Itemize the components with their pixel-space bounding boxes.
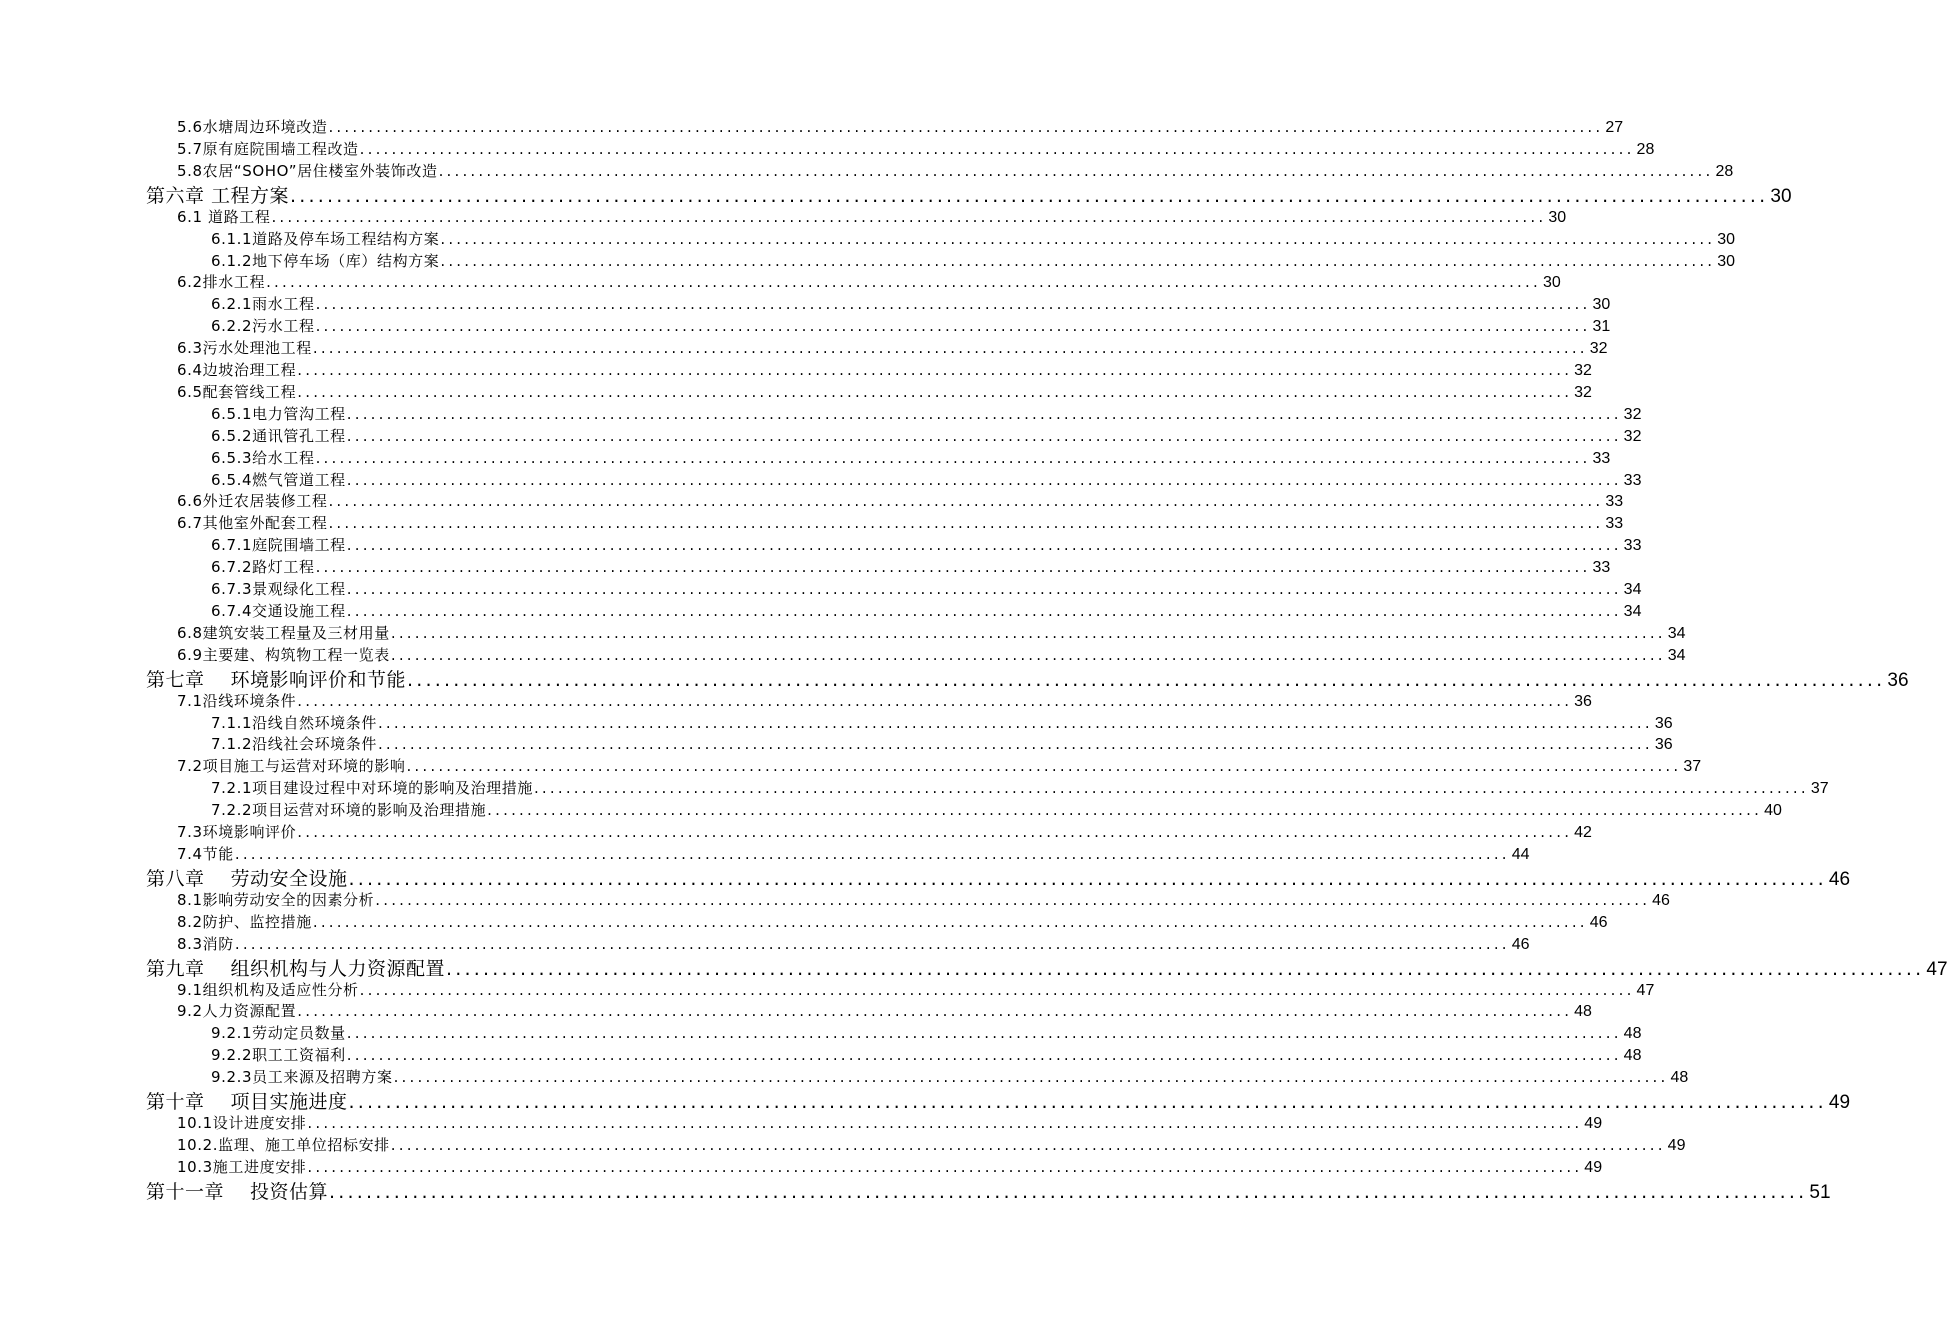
toc-entry-title: 7.2.1项目建设过程中对环境的影响及治理措施 [211, 779, 533, 798]
toc-chapter-entry[interactable] [146, 867, 1851, 890]
toc-entry[interactable] [177, 1113, 1603, 1133]
toc-page-number: 30 [1542, 274, 1561, 292]
toc-leader-dots: ................................................................................................................................................................ [348, 1091, 1827, 1113]
toc-entry[interactable] [211, 1067, 1689, 1087]
toc-page-number: 49 [1828, 1092, 1851, 1113]
toc-leader-dots: ................................................................................................................................................................ [297, 361, 1573, 379]
toc-page-number: 32 [1623, 427, 1642, 445]
toc-page-number: 48 [1623, 1047, 1642, 1065]
toc-page-number: 49 [1667, 1136, 1686, 1154]
toc-entry[interactable] [211, 229, 1736, 249]
toc-entry-title: 7.2.2项目运营对环境的影响及治理措施 [211, 801, 487, 820]
toc-leader-dots: ................................................................................................................................................................ [346, 1024, 1622, 1043]
toc-entry-title: 6.2.1雨水工程 [211, 295, 315, 314]
toc-entry[interactable] [177, 161, 1734, 181]
toc-leader-dots: ................................................................................................................................................................ [271, 207, 1547, 226]
toc-entry-title: 6.2.2污水工程 [211, 317, 315, 336]
toc-leader-dots: ................................................................................................................................................................ [390, 645, 1666, 664]
toc-entry[interactable] [177, 360, 1592, 380]
toc-entry[interactable] [211, 426, 1642, 446]
toc-entry-title: 8.3消防 [177, 934, 234, 953]
toc-entry-title: 6.5.2通讯管孔工程 [211, 426, 346, 445]
toc-entry-title: 7.1.1沿线自然环境条件 [211, 713, 377, 732]
toc-entry-title: 6.5.4燃气管道工程 [211, 470, 346, 489]
toc-entry-title: 9.2.1劳动定员数量 [211, 1024, 346, 1043]
toc-page-number: 37 [1810, 780, 1829, 798]
toc-leader-dots: ................................................................................................................................................................ [533, 779, 1809, 798]
toc-leader-dots: ................................................................................................................................................................ [393, 1068, 1669, 1087]
toc-page-number: 30 [1717, 230, 1736, 248]
toc-leader-dots: ................................................................................................................................................................ [390, 623, 1666, 642]
toc-page-number: 42 [1574, 824, 1592, 841]
toc-entry[interactable] [211, 601, 1642, 621]
toc-entry-title: 6.3污水处理池工程 [177, 339, 312, 358]
toc-leader-dots: ................................................................................................................................................................ [315, 317, 1591, 336]
toc-entry[interactable] [177, 980, 1655, 1000]
toc-page-number: 33 [1623, 471, 1642, 489]
toc-entry[interactable] [211, 294, 1611, 314]
toc-entry[interactable] [177, 1135, 1686, 1155]
toc-entry-title: 7.4节能 [177, 844, 234, 863]
toc-page-number: 46 [1589, 913, 1608, 931]
toc-entry[interactable] [211, 800, 1782, 820]
toc-leader-dots: ................................................................................................................................................................ [346, 470, 1622, 489]
toc-entry-title: 第十一章 投资估算 [146, 1180, 329, 1203]
toc-entry[interactable] [211, 579, 1642, 599]
toc-entry-title: 5.8农居“SOHO”居住楼室外装饰改造 [177, 161, 438, 180]
toc-entry-title: 6.1.2地下停车场（库）结构方案 [211, 251, 440, 270]
toc-page-number: 32 [1574, 362, 1592, 379]
toc-leader-dots: ................................................................................................................................................................ [234, 934, 1510, 953]
toc-entry-title: 6.6外迁农居装修工程 [177, 492, 328, 511]
toc-leader-dots: ................................................................................................................................................................ [297, 382, 1573, 401]
toc-leader-dots: ................................................................................................................................................................ [234, 844, 1510, 863]
toc-page-number: 36 [1574, 692, 1592, 710]
toc-entry[interactable] [177, 513, 1624, 533]
toc-entry[interactable] [177, 623, 1686, 643]
toc-page-number: 28 [1636, 140, 1655, 158]
toc-page-number: 49 [1584, 1158, 1603, 1176]
toc-entry[interactable] [211, 1023, 1642, 1043]
toc-entry[interactable] [177, 934, 1530, 954]
toc-chapter-entry[interactable] [146, 668, 1909, 691]
toc-entry-title: 9.2.2职工工资福利 [211, 1046, 346, 1065]
toc-entry-title: 6.2排水工程 [177, 273, 266, 292]
toc-leader-dots: ................................................................................................................................................................ [377, 713, 1653, 732]
toc-page-number: 37 [1683, 758, 1702, 776]
toc-page-number: 30 [1717, 252, 1736, 270]
toc-entry-title: 6.7.2路灯工程 [211, 558, 315, 577]
toc-leader-dots: ................................................................................................................................................................ [406, 757, 1682, 776]
toc-entry-title: 6.7.1庭院围墙工程 [211, 536, 346, 555]
toc-page-number: 32 [1623, 405, 1642, 423]
toc-entry-title: 6.9主要建、构筑物工程一览表 [177, 645, 390, 664]
toc-entry[interactable] [211, 316, 1611, 336]
toc-entry-title: 10.1设计进度安排 [177, 1114, 307, 1132]
toc-entry-title: 第六章 工程方案 [146, 184, 290, 207]
toc-entry[interactable] [177, 338, 1608, 358]
toc-entry-title: 10.3施工进度安排 [177, 1157, 307, 1176]
toc-page-number: 32 [1574, 383, 1592, 401]
toc-entry-title: 5.7原有庭院围墙工程改造 [177, 139, 359, 158]
toc-page-number: 46 [1511, 935, 1530, 953]
toc-leader-dots: ................................................................................................................................................................ [446, 957, 1925, 980]
toc-entry[interactable] [211, 448, 1611, 468]
toc-entry-title: 7.2项目施工与运营对环境的影响 [177, 757, 406, 776]
toc-leader-dots: ................................................................................................................................................................ [266, 273, 1541, 292]
toc-page-number: 36 [1887, 669, 1909, 691]
toc-page-number: 34 [1623, 602, 1642, 620]
toc-entry-title: 第八章 劳动安全设施 [146, 867, 348, 890]
toc-entry-title: 9.2.3员工来源及招聘方案 [211, 1068, 393, 1087]
toc-entry[interactable] [177, 491, 1624, 511]
toc-entry[interactable] [177, 822, 1592, 842]
toc-leader-dots: ................................................................................................................................................................ [440, 229, 1716, 248]
toc-entry-title: 8.2防护、监控措施 [177, 912, 312, 931]
toc-entry-title: 6.5.3给水工程 [211, 448, 315, 467]
toc-page-number: 48 [1574, 1003, 1592, 1021]
toc-leader-dots: ................................................................................................................................................................ [359, 980, 1635, 999]
toc-leader-dots: ................................................................................................................................................................ [346, 404, 1622, 423]
toc-page-number: 46 [1828, 868, 1851, 890]
toc-page-number: 36 [1654, 736, 1673, 754]
toc-entry[interactable] [211, 470, 1642, 490]
toc-leader-dots: ................................................................................................................................................................ [297, 823, 1573, 841]
toc-leader-dots: ................................................................................................................................................................ [328, 118, 1604, 136]
toc-entry[interactable] [177, 645, 1686, 665]
toc-leader-dots: ................................................................................................................................................................ [346, 580, 1622, 598]
toc-entry[interactable] [177, 139, 1655, 159]
toc-entry-title: 6.1 道路工程 [177, 207, 271, 226]
toc-chapter-entry[interactable] [146, 1180, 1831, 1203]
toc-page-number: 34 [1667, 624, 1686, 642]
toc-leader-dots: ................................................................................................................................................................ [307, 1114, 1583, 1132]
toc-leader-dots: ................................................................................................................................................................ [315, 558, 1591, 577]
toc-entry-title: 7.1沿线环境条件 [177, 691, 297, 710]
toc-page-number: 44 [1511, 845, 1530, 863]
toc-chapter-entry[interactable] [146, 957, 1948, 980]
toc-leader-dots: ................................................................................................................................................................ [297, 691, 1573, 710]
toc-page-number: 47 [1636, 981, 1655, 999]
toc-leader-dots: ................................................................................................................................................................ [348, 867, 1827, 890]
toc-leader-dots: ................................................................................................................................................................ [312, 339, 1588, 358]
toc-page-number: 33 [1592, 449, 1611, 467]
toc-entry[interactable] [177, 844, 1530, 864]
toc-page-number: 48 [1623, 1025, 1642, 1043]
toc-page-number: 31 [1592, 318, 1611, 336]
toc-page-number: 30 [1548, 208, 1567, 226]
toc-page-number: 33 [1592, 559, 1611, 577]
toc-chapter-entry[interactable] [146, 1091, 1851, 1113]
toc-page-number: 33 [1605, 515, 1624, 533]
toc-page-number: 33 [1605, 493, 1624, 511]
toc-page-number: 32 [1589, 340, 1608, 358]
toc-page-number: 48 [1670, 1069, 1689, 1087]
toc-leader-dots: ................................................................................................................................................................ [359, 139, 1635, 158]
toc-leader-dots: ................................................................................................................................................................ [346, 536, 1622, 555]
toc-entry[interactable] [177, 890, 1670, 910]
toc-page-number: 51 [1809, 1181, 1831, 1203]
toc-entry-title: 6.5.1电力管沟工程 [211, 404, 346, 423]
toc-page-number: 28 [1715, 162, 1734, 180]
toc-leader-dots: ................................................................................................................................................................ [328, 514, 1604, 533]
toc-leader-dots: ................................................................................................................................................................ [307, 1157, 1583, 1176]
toc-entry[interactable] [211, 404, 1642, 424]
toc-leader-dots: ................................................................................................................................................................ [328, 492, 1604, 511]
toc-page-number: 30 [1592, 296, 1611, 314]
toc-leader-dots: ................................................................................................................................................................ [346, 601, 1622, 620]
toc-entry-title: 6.4边坡治理工程 [177, 361, 297, 379]
toc-entry[interactable] [177, 272, 1561, 292]
toc-page-number: 47 [1926, 958, 1948, 980]
toc-leader-dots: ................................................................................................................................................................ [346, 1046, 1622, 1065]
toc-leader-dots: ................................................................................................................................................................ [438, 161, 1714, 180]
toc-entry-title: 10.2.监理、施工单位招标安排 [177, 1135, 390, 1154]
toc-entry[interactable] [177, 691, 1592, 711]
toc-entry-title: 9.1组织机构及适应性分析 [177, 980, 359, 999]
toc-entry-title: 9.2人力资源配置 [177, 1002, 297, 1021]
toc-entry[interactable] [177, 756, 1702, 776]
toc-page-number: 33 [1623, 537, 1642, 555]
toc-entry-title: 6.7其他室外配套工程 [177, 514, 328, 533]
toc-entry-title: 6.7.3景观绿化工程 [211, 580, 346, 598]
toc-page-number: 34 [1623, 581, 1642, 598]
toc-entry-title: 6.1.1道路及停车场工程结构方案 [211, 229, 440, 248]
toc-leader-dots: ................................................................................................................................................................ [440, 251, 1716, 270]
toc-entry-title: 7.1.2沿线社会环境条件 [211, 735, 377, 754]
toc-entry[interactable] [211, 557, 1611, 577]
toc-entry[interactable] [177, 117, 1624, 137]
toc-leader-dots: ................................................................................................................................................................ [407, 668, 1886, 691]
toc-entry[interactable] [177, 912, 1608, 932]
toc-leader-dots: ................................................................................................................................................................ [346, 426, 1622, 445]
toc-leader-dots: ................................................................................................................................................................ [375, 890, 1651, 909]
toc-leader-dots: ................................................................................................................................................................ [315, 448, 1591, 467]
toc-entry[interactable] [211, 535, 1642, 555]
toc-entry-title: 第七章 环境影响评价和节能 [146, 668, 407, 691]
toc-page-number: 49 [1584, 1115, 1603, 1132]
toc-entry-title: 8.1影响劳动安全的因素分析 [177, 890, 375, 909]
toc-page-number: 27 [1605, 119, 1624, 136]
toc-leader-dots: ................................................................................................................................................................ [312, 912, 1588, 931]
toc-page-number: 30 [1770, 185, 1792, 207]
toc-entry-title: 6.8建筑安装工程量及三材用量 [177, 623, 390, 642]
toc-entry[interactable] [211, 734, 1673, 754]
toc-leader-dots: ................................................................................................................................................................ [377, 735, 1653, 754]
toc-entry-title: 5.6水塘周边环境改造 [177, 118, 328, 136]
toc-page-number: 40 [1764, 802, 1782, 820]
toc-leader-dots: ................................................................................................................................................................ [487, 801, 1763, 820]
toc-leader-dots: ................................................................................................................................................................ [329, 1180, 1808, 1203]
toc-entry-title: 6.7.4交通设施工程 [211, 601, 346, 620]
toc-entry[interactable] [177, 1157, 1603, 1177]
toc-entry[interactable] [177, 207, 1567, 227]
toc-leader-dots: ................................................................................................................................................................ [297, 1002, 1573, 1021]
toc-entry-title: 6.5配套管线工程 [177, 382, 297, 401]
toc-entry[interactable] [177, 1001, 1592, 1021]
toc-leader-dots: ................................................................................................................................................................ [315, 295, 1591, 314]
toc-entry[interactable] [211, 778, 1829, 798]
toc-page-number: 36 [1654, 714, 1673, 732]
toc-entry-title: 第十章 项目实施进度 [146, 1091, 348, 1113]
toc-entry[interactable] [211, 713, 1673, 733]
toc-leader-dots: ................................................................................................................................................................ [290, 184, 1769, 207]
toc-entry[interactable] [177, 382, 1592, 402]
toc-entry[interactable] [211, 1045, 1642, 1065]
toc-entry-title: 7.3环境影响评价 [177, 823, 297, 841]
toc-chapter-entry[interactable] [146, 184, 1792, 207]
toc-entry[interactable] [211, 251, 1736, 271]
toc-page-number: 34 [1667, 646, 1686, 664]
toc-page-number: 46 [1652, 891, 1670, 909]
toc-leader-dots: ................................................................................................................................................................ [390, 1135, 1666, 1154]
toc-entry-title: 第九章 组织机构与人力资源配置 [146, 957, 446, 980]
